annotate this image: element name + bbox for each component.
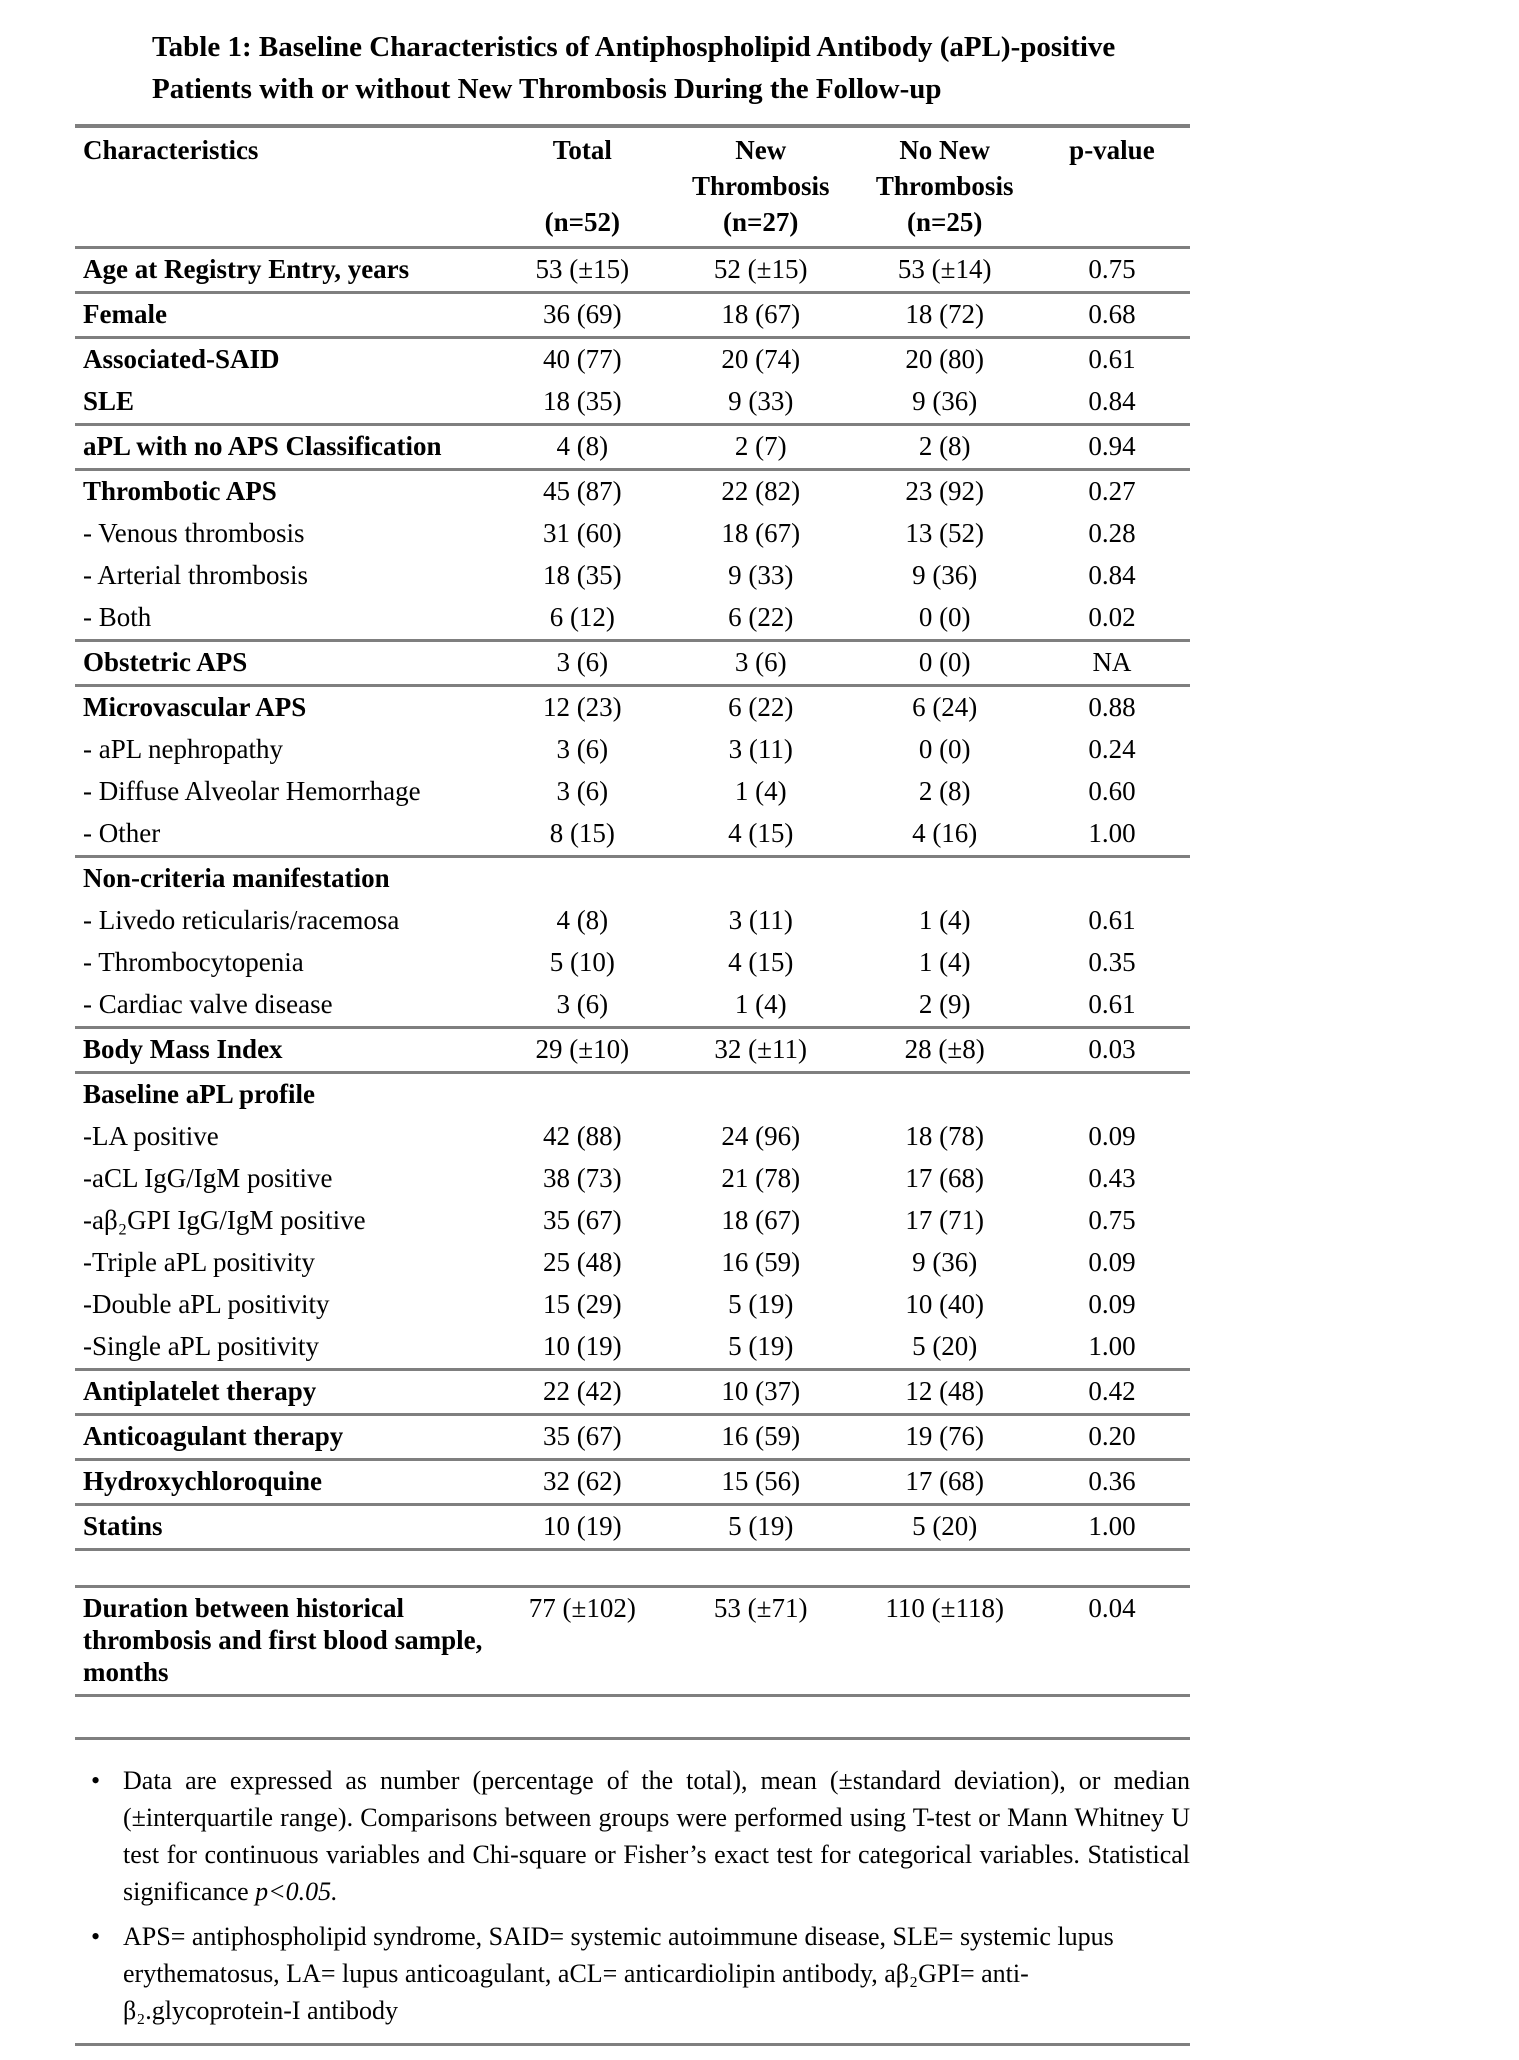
cell-total: 35 (67) xyxy=(542,1205,622,1235)
column-header-no-new-thrombosis xyxy=(855,126,1033,248)
table-row xyxy=(75,1326,1190,1370)
cell-label: Antiplatelet therapy xyxy=(83,1376,317,1406)
cell-label: -aCL IgG/IgM positive xyxy=(83,1163,333,1193)
cell-label: SLE xyxy=(83,386,135,416)
table-row xyxy=(75,900,1190,942)
footnote-text xyxy=(123,1762,1190,1910)
cell-no-new-thrombosis: 53 (±14) xyxy=(897,254,992,284)
cell-no-new-thrombosis: 12 (48) xyxy=(905,1376,985,1406)
cell-no-new-thrombosis: 19 (76) xyxy=(905,1421,985,1451)
table-row xyxy=(75,1370,1190,1415)
column-header-new-thrombosis xyxy=(666,126,856,248)
cell-total: 22 (42) xyxy=(542,1376,622,1406)
cell-label: -Triple aPL positivity xyxy=(83,1247,316,1277)
cell-new-thrombosis xyxy=(666,1073,856,1117)
cell-total: 6 (12) xyxy=(549,602,615,632)
table-row xyxy=(75,1028,1190,1073)
cell-p-value: 0.09 xyxy=(1088,1121,1136,1151)
cell-label: - Venous thrombosis xyxy=(83,518,305,548)
cell-no-new-thrombosis: 6 (24) xyxy=(912,692,978,722)
cell-p-value: 0.09 xyxy=(1088,1247,1136,1277)
cell-new-thrombosis: 32 (±11) xyxy=(714,1034,807,1064)
cell-p-value: 0.36 xyxy=(1088,1466,1136,1496)
table-row xyxy=(75,1200,1190,1242)
cell-total: 18 (35) xyxy=(542,560,622,590)
cell-label: Female xyxy=(83,299,167,329)
table-row xyxy=(75,338,1190,382)
cell-label: -aβ₂GPI IgG/IgM positive xyxy=(83,1205,366,1235)
cell-total xyxy=(499,1550,666,1587)
cell-no-new-thrombosis: 0 (0) xyxy=(918,734,971,764)
cell-new-thrombosis: 1 (4) xyxy=(734,989,787,1019)
cell-p-value: 0.04 xyxy=(1088,1593,1136,1623)
cell-no-new-thrombosis: 2 (8) xyxy=(918,431,971,461)
table-row xyxy=(75,1116,1190,1158)
cell-new-thrombosis: 3 (11) xyxy=(728,905,793,935)
cell-p-value xyxy=(1034,1073,1190,1117)
column-header-no-new-thrombosis-n: (n=25) xyxy=(906,207,983,237)
cell-label: - Livedo reticularis/racemosa xyxy=(83,905,400,935)
cell-new-thrombosis: 2 (7) xyxy=(734,431,787,461)
bullet-icon: • xyxy=(91,1922,101,1951)
cell-p-value: 0.88 xyxy=(1088,692,1136,722)
cell-total: 10 (19) xyxy=(542,1511,622,1541)
cell-p-value: 0.24 xyxy=(1088,734,1136,764)
cell-p-value: 0.61 xyxy=(1088,989,1136,1019)
table-row xyxy=(75,1284,1190,1326)
table-row xyxy=(75,381,1190,425)
cell-new-thrombosis: 16 (59) xyxy=(721,1421,801,1451)
cell-total: 25 (48) xyxy=(542,1247,622,1277)
cell-total: 3 (6) xyxy=(556,989,609,1019)
cell-label: aPL with no APS Classification xyxy=(83,431,442,461)
cell-label: - Diffuse Alveolar Hemorrhage xyxy=(83,776,421,806)
table-row xyxy=(75,641,1190,686)
table-row xyxy=(75,513,1190,555)
baseline-characteristics-table xyxy=(75,124,1190,1697)
table-row xyxy=(75,1242,1190,1284)
cell-label: Hydroxychloroquine xyxy=(83,1466,323,1496)
cell-p-value: 0.68 xyxy=(1088,299,1136,329)
table-row xyxy=(75,942,1190,984)
cell-total: 31 (60) xyxy=(542,518,622,548)
cell-no-new-thrombosis: 10 (40) xyxy=(905,1289,985,1319)
cell-no-new-thrombosis: 110 (±118) xyxy=(885,1593,1004,1623)
cell-new-thrombosis: 15 (56) xyxy=(721,1466,801,1496)
cell-new-thrombosis: 5 (19) xyxy=(728,1289,794,1319)
cell-new-thrombosis: 16 (59) xyxy=(721,1247,801,1277)
cell-label: Duration between historical thrombosis and first blood sample, months xyxy=(83,1593,483,1687)
cell-p-value: 0.75 xyxy=(1088,254,1136,284)
cell-no-new-thrombosis: 4 (16) xyxy=(912,818,978,848)
cell-total xyxy=(499,857,666,901)
cell-total: 10 (19) xyxy=(542,1331,622,1361)
cell-label: - aPL nephropathy xyxy=(83,734,283,764)
cell-p-value: 0.03 xyxy=(1088,1034,1136,1064)
cell-label: Age at Registry Entry, years xyxy=(83,254,410,284)
cell-p-value: 0.27 xyxy=(1088,476,1136,506)
cell-total: 38 (73) xyxy=(542,1163,622,1193)
cell-label xyxy=(75,1550,499,1587)
cell-total: 4 (8) xyxy=(556,905,609,935)
cell-p-value: 0.84 xyxy=(1088,560,1136,590)
column-header-total-n: (n=52) xyxy=(544,207,620,237)
cell-no-new-thrombosis: 28 (±8) xyxy=(904,1034,985,1064)
header-row xyxy=(75,126,1190,248)
cell-p-value: 0.61 xyxy=(1088,905,1136,935)
cell-no-new-thrombosis: 18 (78) xyxy=(905,1121,985,1151)
table-row xyxy=(75,771,1190,813)
cell-no-new-thrombosis xyxy=(855,857,1033,901)
footnote-text-main: Data are expressed as number (percentage of the total), mean (±standard deviation), or median (±interquartile range). Comparisons between groups were performed using T-test or Mann Whitney U test for continuous variables and Chi-square or Fisher’s exact test for categorical variables. Statistical significance xyxy=(123,1766,1190,1906)
cell-total: 3 (6) xyxy=(556,734,609,764)
cell-new-thrombosis xyxy=(666,857,856,901)
cell-new-thrombosis: 53 (±71) xyxy=(713,1593,808,1623)
table-row xyxy=(75,597,1190,641)
cell-no-new-thrombosis: 0 (0) xyxy=(918,602,971,632)
cell-new-thrombosis: 4 (15) xyxy=(728,947,794,977)
cell-no-new-thrombosis: 0 (0) xyxy=(918,647,971,677)
cell-new-thrombosis: 9 (33) xyxy=(728,386,794,416)
column-header-total xyxy=(499,126,666,248)
column-header-new-thrombosis-label: New Thrombosis xyxy=(691,135,830,201)
cell-label: Body Mass Index xyxy=(83,1034,283,1064)
cell-total: 4 (8) xyxy=(556,431,609,461)
table-body xyxy=(75,248,1190,1696)
cell-total: 35 (67) xyxy=(542,1421,622,1451)
cell-p-value: NA xyxy=(1092,647,1132,677)
cell-total: 32 (62) xyxy=(542,1466,622,1496)
table-row xyxy=(75,1073,1190,1117)
cell-p-value: 0.61 xyxy=(1088,344,1136,374)
cell-label: -Double aPL positivity xyxy=(83,1289,330,1319)
column-header-characteristics xyxy=(75,126,499,248)
cell-total: 12 (23) xyxy=(542,692,622,722)
cell-total: 53 (±15) xyxy=(535,254,630,284)
cell-label: Microvascular APS xyxy=(83,692,307,722)
cell-label: Thrombotic APS xyxy=(83,476,277,506)
cell-no-new-thrombosis: 17 (68) xyxy=(905,1163,985,1193)
cell-no-new-thrombosis: 2 (9) xyxy=(918,989,971,1019)
cell-label: Statins xyxy=(83,1511,163,1541)
cell-no-new-thrombosis xyxy=(855,1550,1033,1587)
column-header-p-value xyxy=(1034,126,1190,248)
bullet-icon: • xyxy=(91,1766,101,1795)
footnotes-section xyxy=(75,1737,1190,2029)
cell-new-thrombosis: 10 (37) xyxy=(721,1376,801,1406)
footnote-item xyxy=(75,1918,1190,2029)
cell-new-thrombosis: 4 (15) xyxy=(728,818,794,848)
cell-new-thrombosis xyxy=(666,1550,856,1587)
table-row xyxy=(75,1158,1190,1200)
cell-p-value xyxy=(1034,1550,1190,1587)
table-row xyxy=(75,555,1190,597)
cell-total: 3 (6) xyxy=(556,647,609,677)
cell-total: 36 (69) xyxy=(542,299,622,329)
cell-new-thrombosis: 5 (19) xyxy=(728,1511,794,1541)
cell-label: -Single aPL positivity xyxy=(83,1331,319,1361)
cell-no-new-thrombosis: 18 (72) xyxy=(905,299,985,329)
table-row xyxy=(75,470,1190,514)
cell-p-value: 1.00 xyxy=(1088,1511,1136,1541)
table-row xyxy=(75,425,1190,470)
table-title: Table 1: Baseline Characteristics of Antiphospholipid Antibody (aPL)-positive Patients with or without New Thrombosis During the Follow-up xyxy=(152,31,1116,105)
cell-new-thrombosis: 22 (82) xyxy=(721,476,801,506)
cell-p-value: 0.60 xyxy=(1088,776,1136,806)
table-row xyxy=(75,1460,1190,1505)
cell-p-value: 0.28 xyxy=(1088,518,1136,548)
footnote-item xyxy=(75,1762,1190,1910)
cell-new-thrombosis: 9 (33) xyxy=(728,560,794,590)
cell-new-thrombosis: 24 (96) xyxy=(721,1121,801,1151)
cell-label: - Cardiac valve disease xyxy=(83,989,333,1019)
footnote-text-main: APS= antiphospholipid syndrome, SAID= systemic autoimmune disease, SLE= systemic lupus erythematosus, LA= lupus anticoagulant, aCL= anticardiolipin antibody, aβ₂GPI= anti-β₂.glycoprotein-I antibody xyxy=(123,1922,1114,2025)
cell-p-value xyxy=(1034,857,1190,901)
column-header-characteristics-label: Characteristics xyxy=(83,135,259,165)
cell-p-value: 0.94 xyxy=(1088,431,1136,461)
cell-total: 15 (29) xyxy=(542,1289,622,1319)
cell-p-value: 1.00 xyxy=(1088,1331,1136,1361)
cell-total: 42 (88) xyxy=(542,1121,622,1151)
cell-p-value: 0.42 xyxy=(1088,1376,1136,1406)
cell-total: 40 (77) xyxy=(542,344,622,374)
table-row xyxy=(75,729,1190,771)
cell-new-thrombosis: 52 (±15) xyxy=(713,254,808,284)
cell-no-new-thrombosis: 5 (20) xyxy=(912,1331,978,1361)
cell-no-new-thrombosis xyxy=(855,1073,1033,1117)
cell-p-value: 0.75 xyxy=(1088,1205,1136,1235)
cell-label: Baseline aPL profile xyxy=(83,1079,316,1109)
cell-new-thrombosis: 6 (22) xyxy=(728,602,794,632)
cell-p-value: 0.84 xyxy=(1088,386,1136,416)
cell-label: Obstetric APS xyxy=(83,647,248,677)
cell-no-new-thrombosis: 9 (36) xyxy=(912,560,978,590)
cell-label: - Thrombocytopenia xyxy=(83,947,304,977)
table-row xyxy=(75,1505,1190,1550)
cell-total: 29 (±10) xyxy=(535,1034,630,1064)
bottom-rule xyxy=(75,2043,1190,2060)
cell-total: 45 (87) xyxy=(542,476,622,506)
cell-no-new-thrombosis: 1 (4) xyxy=(918,905,971,935)
table-row xyxy=(75,293,1190,338)
column-header-p-value-label: p-value xyxy=(1069,135,1155,165)
cell-no-new-thrombosis: 13 (52) xyxy=(905,518,985,548)
column-header-total-label: Total xyxy=(552,135,612,165)
cell-new-thrombosis: 21 (78) xyxy=(721,1163,801,1193)
cell-new-thrombosis: 18 (67) xyxy=(721,518,801,548)
cell-no-new-thrombosis: 20 (80) xyxy=(905,344,985,374)
cell-new-thrombosis: 5 (19) xyxy=(728,1331,794,1361)
cell-total: 18 (35) xyxy=(542,386,622,416)
cell-total: 3 (6) xyxy=(556,776,609,806)
cell-label: Associated-SAID xyxy=(83,344,280,374)
cell-label: - Arterial thrombosis xyxy=(83,560,308,590)
column-header-new-thrombosis-n: (n=27) xyxy=(723,207,799,237)
table-row xyxy=(75,857,1190,901)
table-row xyxy=(75,248,1190,293)
footnote-text xyxy=(123,1918,1190,2029)
cell-p-value: 1.00 xyxy=(1088,818,1136,848)
cell-p-value: 0.43 xyxy=(1088,1163,1136,1193)
cell-p-value: 0.02 xyxy=(1088,602,1136,632)
column-header-no-new-thrombosis-label: No New Thrombosis xyxy=(875,135,1014,201)
cell-label: Non-criteria manifestation xyxy=(83,863,390,893)
table-row xyxy=(75,1415,1190,1460)
cell-new-thrombosis: 3 (11) xyxy=(728,734,793,764)
table-row xyxy=(75,984,1190,1028)
cell-new-thrombosis: 18 (67) xyxy=(721,299,801,329)
cell-no-new-thrombosis: 17 (71) xyxy=(905,1205,985,1235)
cell-total xyxy=(499,1073,666,1117)
table-row xyxy=(75,1550,1190,1587)
cell-label: - Other xyxy=(83,818,161,848)
cell-no-new-thrombosis: 1 (4) xyxy=(918,947,971,977)
cell-label: Anticoagulant therapy xyxy=(83,1421,344,1451)
table-row xyxy=(75,686,1190,730)
cell-no-new-thrombosis: 2 (8) xyxy=(918,776,971,806)
cell-new-thrombosis: 1 (4) xyxy=(734,776,787,806)
table-container xyxy=(75,124,1190,1697)
footnote-text-italic: p<0.05. xyxy=(255,1877,338,1906)
cell-new-thrombosis: 6 (22) xyxy=(728,692,794,722)
cell-p-value: 0.09 xyxy=(1088,1289,1136,1319)
cell-no-new-thrombosis: 17 (68) xyxy=(905,1466,985,1496)
cell-no-new-thrombosis: 5 (20) xyxy=(912,1511,978,1541)
table-row xyxy=(75,1587,1190,1696)
cell-new-thrombosis: 20 (74) xyxy=(721,344,801,374)
cell-new-thrombosis: 3 (6) xyxy=(734,647,787,677)
cell-no-new-thrombosis: 9 (36) xyxy=(912,1247,978,1277)
cell-no-new-thrombosis: 23 (92) xyxy=(905,476,985,506)
cell-p-value: 0.35 xyxy=(1088,947,1136,977)
cell-label: -LA positive xyxy=(83,1121,219,1151)
cell-p-value: 0.20 xyxy=(1088,1421,1136,1451)
table-row xyxy=(75,813,1190,857)
cell-label: - Both xyxy=(83,602,152,632)
cell-no-new-thrombosis: 9 (36) xyxy=(912,386,978,416)
cell-new-thrombosis: 18 (67) xyxy=(721,1205,801,1235)
cell-total: 5 (10) xyxy=(549,947,615,977)
cell-total: 8 (15) xyxy=(549,818,615,848)
cell-total: 77 (±102) xyxy=(528,1593,636,1623)
